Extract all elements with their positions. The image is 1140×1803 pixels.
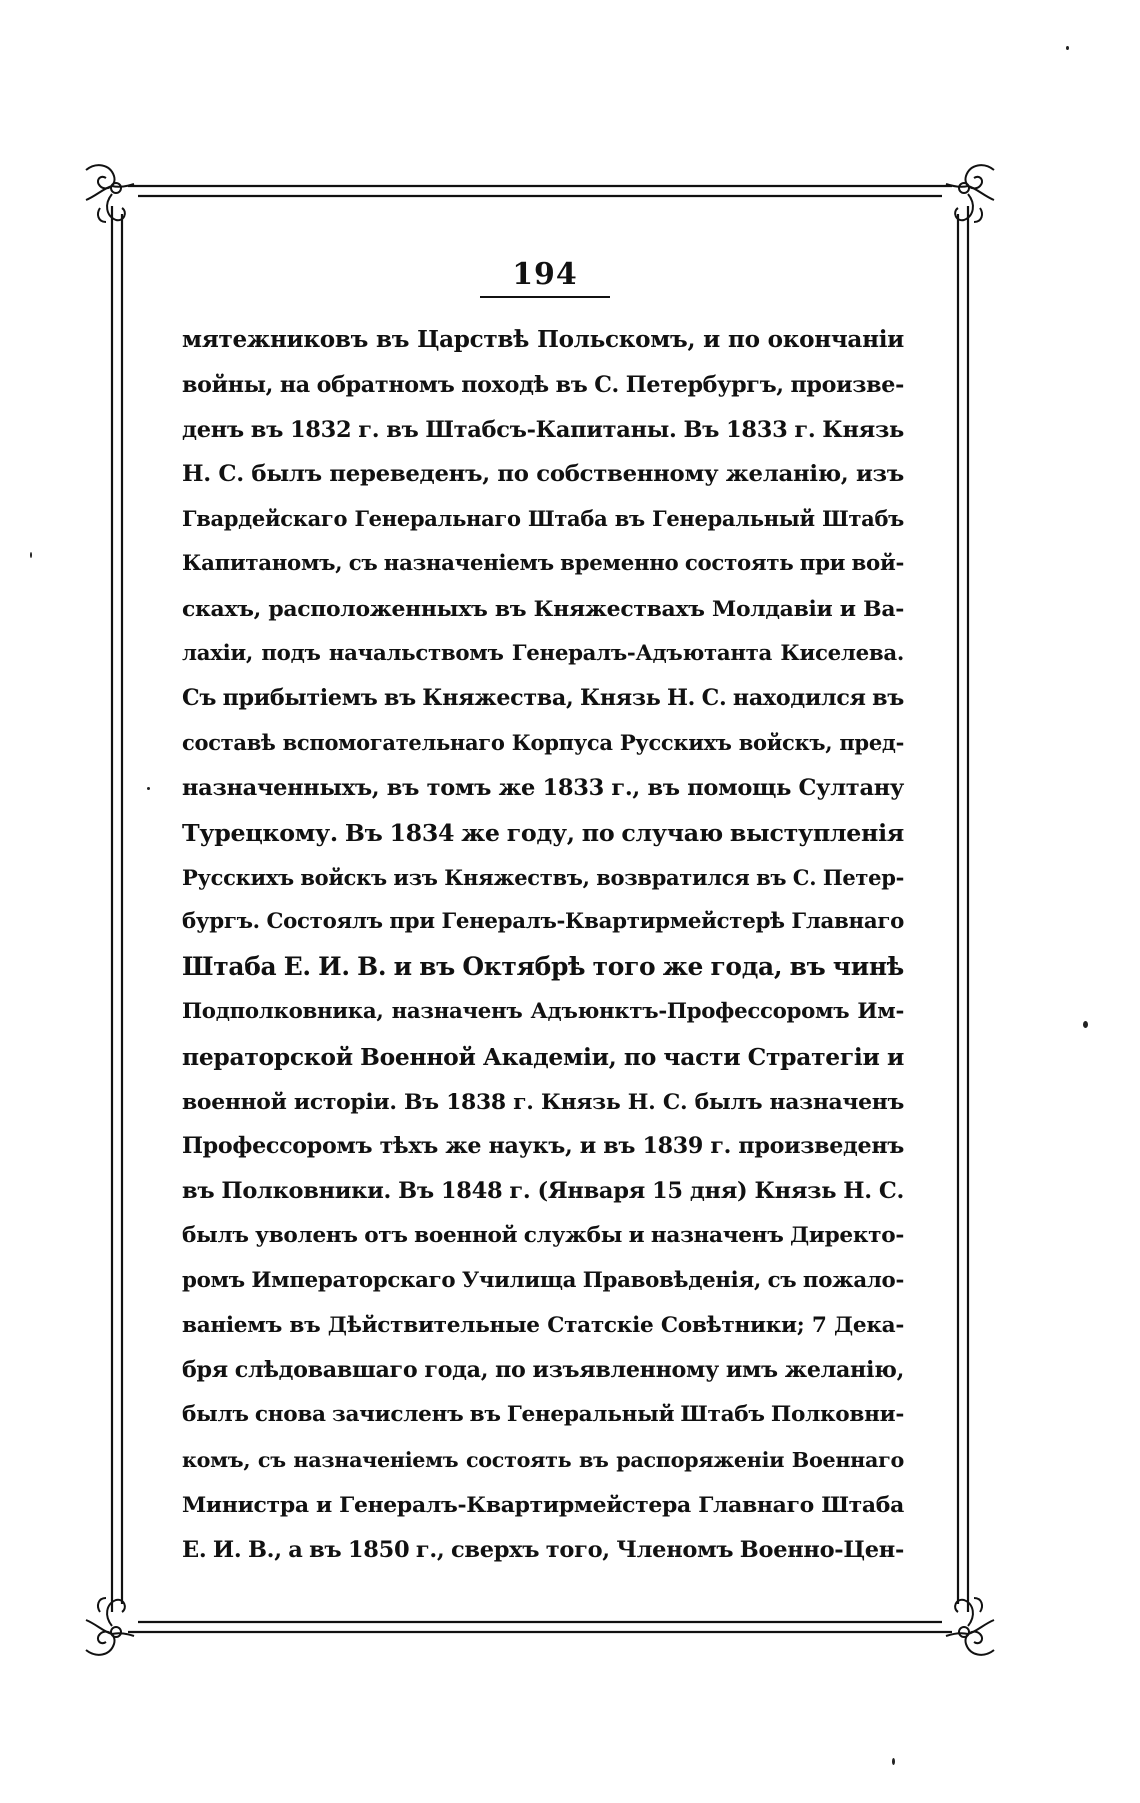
print-speck <box>1083 1021 1088 1028</box>
text-line: Подполковника, назначенъ Адъюнктъ-Профессоромъ Им- <box>182 998 904 1024</box>
text-line: составѣ вспомогательнаго Корпуса Русскихъ войскъ, пред- <box>182 730 904 756</box>
text-line: былъ снова зачисленъ въ Генеральный Штабъ Полковни- <box>182 1402 904 1428</box>
text-line: былъ уволенъ отъ военной службы и назначенъ Директо- <box>182 1222 904 1248</box>
text-line: денъ въ 1832 г. въ Штабсъ-Капитаны. Въ 1833 г. Князь <box>182 416 904 443</box>
text-line: ператорской Военной Академіи, по части Стратегіи и <box>182 1042 904 1071</box>
text-line: въ Полковники. Въ 1848 г. (Января 15 дня) Князь Н. С. <box>182 1178 904 1205</box>
body-text <box>182 318 904 1572</box>
text-line: бургъ. Состоялъ при Генералъ-Квартирмейстерѣ Главнаго <box>182 909 904 935</box>
print-speck <box>147 787 150 790</box>
page-number: 194 <box>512 257 578 292</box>
corner-ornament-top-left-icon <box>86 165 134 222</box>
corner-ornament-bottom-right-icon <box>946 1598 994 1655</box>
text-line: бря слѣдовавшаго года, по изъявленному имъ желанію, <box>182 1357 904 1384</box>
text-line: Турецкому. Въ 1834 же году, по случаю выступленія <box>182 818 904 847</box>
text-line: ромъ Императорскаго Училища Правовѣденія, съ пожало- <box>182 1267 904 1293</box>
text-line: скахъ, расположенныхъ въ Княжествахъ Молдавіи и Ва- <box>182 595 904 622</box>
text-line: военной исторіи. Въ 1838 г. Князь Н. С. былъ назначенъ <box>182 1088 904 1115</box>
text-line: войны, на обратномъ походѣ въ С. Петербургъ, произве- <box>182 371 904 398</box>
text-line: Профессоромъ тѣхъ же наукъ, и въ 1839 г. произведенъ <box>182 1133 904 1160</box>
text-line: Министра и Генералъ-Квартирмейстера Главнаго Штаба <box>182 1491 904 1518</box>
text-line: лахіи, подъ начальствомъ Генералъ-Адъютанта Киселева. <box>182 640 904 666</box>
text-line: Гвардейскаго Генеральнаго Штаба въ Генеральный Штабъ <box>182 506 904 532</box>
print-speck <box>1066 46 1069 50</box>
text-line: назначенныхъ, въ томъ же 1833 г., въ помощь Султану <box>182 774 904 801</box>
text-line: комъ, съ назначеніемъ состоять въ распоряженіи Военнаго <box>182 1447 904 1472</box>
text-line: Русскихъ войскъ изъ Княжествъ, возвратился въ С. Петер- <box>182 864 904 890</box>
text-line: Капитаномъ, съ назначеніемъ временно состоять при вой- <box>182 550 904 576</box>
text-line: ваніемъ въ Дѣйствительные Статскіе Совѣтники; 7 Дека- <box>182 1312 904 1338</box>
text-line: Штаба Е. И. В. и въ Октябрѣ того же года, въ чинѣ <box>182 952 904 982</box>
corner-ornament-bottom-left-icon <box>86 1598 134 1655</box>
page-number-underline <box>480 296 610 298</box>
text-line: Н. С. былъ переведенъ, по собственному желанію, изъ <box>182 461 904 488</box>
print-speck <box>30 552 32 558</box>
text-line: Е. И. В., а въ 1850 г., сверхъ того, Членомъ Военно-Цен- <box>182 1536 904 1563</box>
corner-ornament-top-right-icon <box>946 165 994 222</box>
text-line: Съ прибытіемъ въ Княжества, Князь Н. С. находился въ <box>182 685 904 712</box>
text-line: мятежниковъ въ Царствѣ Польскомъ, и по окончаніи <box>182 326 904 353</box>
print-speck <box>892 1758 895 1765</box>
